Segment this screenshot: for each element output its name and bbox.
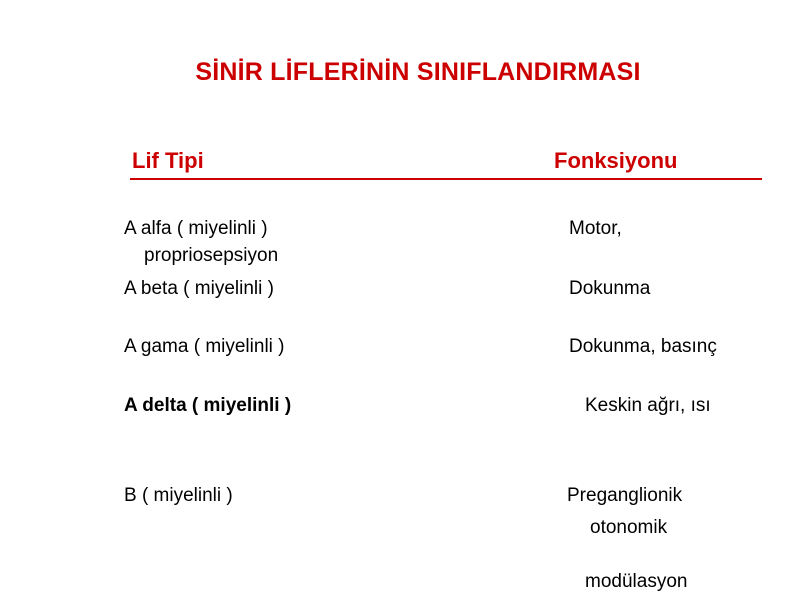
header-function: Fonksiyonu bbox=[554, 148, 678, 173]
row-a-alfa-function: Motor, bbox=[569, 218, 622, 239]
header-fiber-type: Lif Tipi bbox=[132, 148, 204, 173]
row-a-alfa-type: A alfa ( miyelinli ) bbox=[124, 218, 268, 239]
row-b-function-line3: modülasyon bbox=[585, 571, 688, 592]
row-b-type: B ( miyelinli ) bbox=[124, 485, 233, 506]
row-a-delta-function: Keskin ağrı, ısı bbox=[585, 395, 711, 416]
row-a-beta-function: Dokunma bbox=[569, 278, 651, 299]
row-a-gama-type: A gama ( miyelinli ) bbox=[124, 336, 285, 357]
row-a-gama-function: Dokunma, basınç bbox=[569, 336, 717, 357]
row-a-delta-type: A delta ( miyelinli ) bbox=[124, 395, 292, 416]
row-b-function-line1: Preganglionik bbox=[567, 485, 683, 506]
row-a-beta-type: A beta ( miyelinli ) bbox=[124, 278, 274, 299]
slide-title: SİNİR LİFLERİNİN SINIFLANDIRMASI bbox=[195, 58, 641, 86]
row-a-alfa-type-cont: propriosepsiyon bbox=[144, 245, 279, 266]
table-header bbox=[130, 148, 762, 180]
row-b-function-line2: otonomik bbox=[590, 517, 668, 538]
